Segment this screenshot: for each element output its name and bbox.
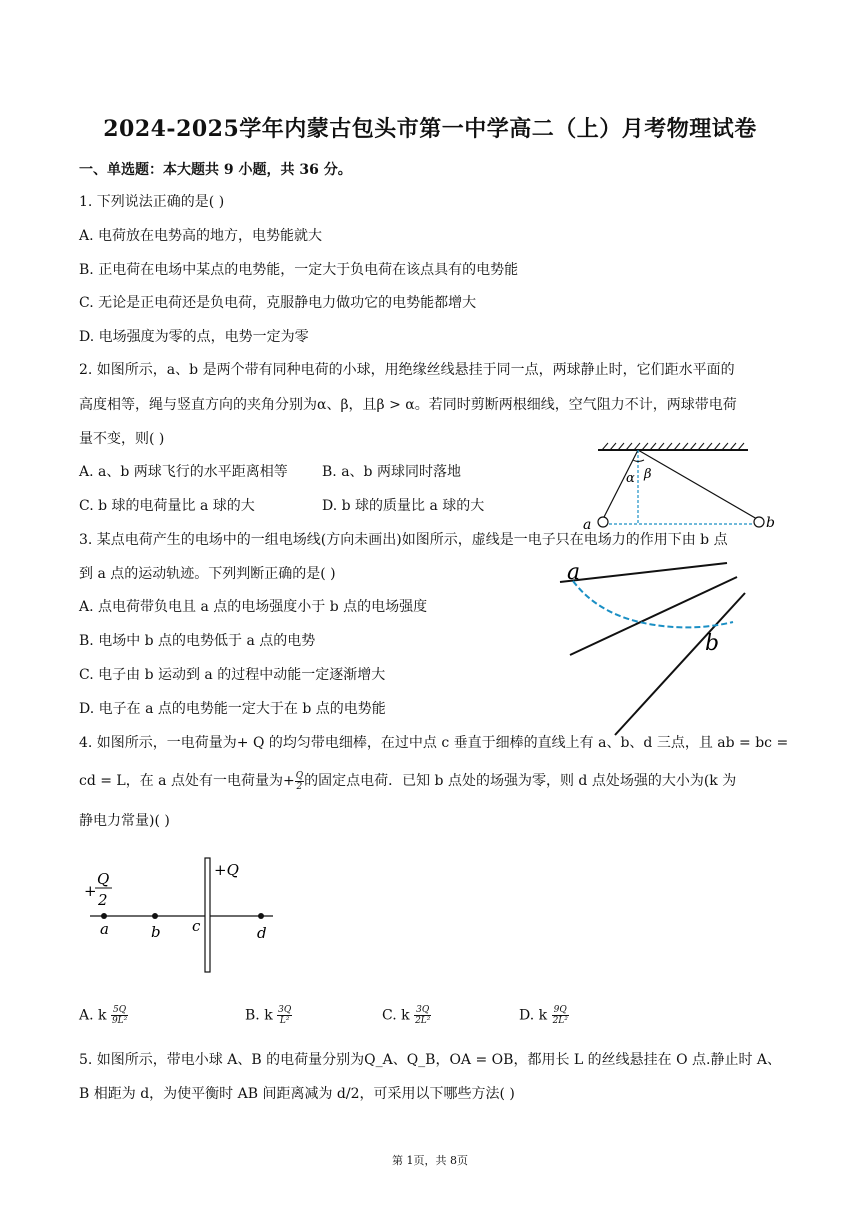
point-a: [101, 913, 107, 919]
option-label: B. k: [245, 1007, 273, 1024]
q4-option-d: [519, 1005, 569, 1026]
q1-option-c: C. 无论是正电荷还是负电荷，克服静电力做功它的电势能都增大: [79, 295, 477, 311]
point-d-label: d: [257, 924, 267, 942]
q1-option-b: B. 正电荷在电场中某点的电势能，一定大于负电荷在该点具有的电势能: [79, 262, 519, 278]
q2-stem-line1: 2. 如图所示，a、b 是两个带有同种电荷的小球，用绝缘丝线悬挂于同一点，两球静止时，它们距水平面的: [79, 362, 735, 378]
q2-stem-line2: 高度相等，绳与竖直方向的夹角分别为α、β，且β > α。若同时剪断两根细线，空气阻力不计，两球带电荷: [79, 397, 737, 413]
ceiling-hatch: [602, 443, 744, 450]
q5-stem-line2: B 相距为 d，为使平衡时 AB 间距离减为 d/2，可采用以下哪些方法( ): [79, 1086, 515, 1102]
point-b-label: b: [705, 631, 720, 656]
fraction-denominator: 2: [296, 781, 303, 792]
q4-charged-rod-figure: [80, 852, 290, 982]
option-label: C. k: [382, 1007, 410, 1024]
q4-option-b: [245, 1005, 292, 1026]
q1-option-d: D. 电场强度为零的点，电势一定为零: [79, 329, 309, 345]
fraction-numerator: Q: [295, 770, 304, 781]
q3-field-lines-figure: [555, 555, 755, 740]
q2-option-a: A. a、b 两球飞行的水平距离相等: [79, 464, 288, 480]
q4-option-a: [79, 1005, 128, 1026]
option-label: D. k: [519, 1007, 548, 1024]
q2-pendulum-figure: [578, 440, 778, 540]
point-charge-den: 2: [98, 891, 108, 909]
field-line-1: [560, 563, 727, 582]
fraction-denominator: L²: [279, 1016, 290, 1026]
page-title: 2024-2025学年内蒙古包头市第一中学高二（上）月考物理试卷: [103, 116, 757, 142]
charged-rod: [205, 858, 210, 972]
section-heading: 一、单选题：本大题共 9 小题，共 36 分。: [79, 162, 352, 178]
option-fraction: [414, 1005, 431, 1026]
point-charge-plus: +: [84, 882, 97, 900]
fraction-denominator: 9L²: [111, 1016, 128, 1026]
q4-option-c: [382, 1005, 431, 1026]
q3-option-b: B. 电场中 b 点的电势低于 a 点的电势: [79, 633, 316, 649]
q1-option-a: A. 电荷放在电势高的地方，电势能就大: [79, 228, 323, 244]
trajectory-dashed-curve: [573, 581, 733, 627]
q5-stem-line1: 5. 如图所示，带电小球 A、B 的电荷量分别为Q_A、Q_B，OA = OB，都用长 L 的丝线悬挂在 O 点.静止时 A、: [79, 1052, 782, 1068]
option-fraction: [111, 1005, 128, 1026]
option-fraction: [277, 1005, 292, 1026]
option-fraction: [552, 1005, 569, 1026]
ball-a-label: a: [583, 517, 592, 533]
point-a-label: a: [567, 560, 581, 585]
ball-b: [754, 517, 764, 527]
q3-option-c: C. 电子由 b 运动到 a 的过程中动能一定逐渐增大: [79, 667, 386, 683]
beta-label: β: [644, 467, 652, 482]
fraction-numerator: 9Q: [552, 1005, 569, 1016]
alpha-label: α: [626, 471, 635, 486]
q3-option-d: D. 电子在 a 点的电势能一定大于在 b 点的电势能: [79, 701, 386, 717]
option-label: A. k: [79, 1007, 107, 1024]
q3-stem-line1: 3. 某点电荷产生的电场中的一组电场线(方向未画出)如图所示，虚线是一电子只在电场力的作用下由 b 点: [79, 532, 728, 548]
q4-half-q-fraction: [295, 771, 304, 792]
point-d: [258, 913, 264, 919]
q2-option-d: D. b 球的质量比 a 球的大: [322, 498, 485, 514]
point-b-label: b: [151, 923, 161, 941]
ball-b-label: b: [766, 515, 775, 531]
q4-stem-line3: 静电力常量)( ): [79, 813, 170, 829]
point-a-label: a: [100, 920, 109, 938]
q4-stem-line2: [79, 770, 736, 792]
q4-stem-line1: 4. 如图所示，一电荷量为+ Q 的均匀带电细棒，在过中点 c 垂直于细棒的直线上有 a、b、d 三点，且 ab = bc =: [79, 735, 789, 751]
q4-stem-line2-start: cd = L，在 a 点处有一电荷量为+: [79, 773, 295, 789]
q2-option-c: C. b 球的电荷量比 a 球的大: [79, 498, 255, 514]
point-b: [152, 913, 158, 919]
q3-option-a: A. 点电荷带负电且 a 点的电场强度小于 b 点的电场强度: [79, 599, 428, 615]
fraction-numerator: 3Q: [414, 1005, 431, 1016]
point-c-label: c: [192, 917, 201, 935]
point-charge-num: Q: [97, 870, 110, 888]
page-footer: 第 1页，共 8页: [392, 1154, 468, 1167]
rod-charge-label: +Q: [214, 861, 239, 879]
q2-option-b: B. a、b 两球同时落地: [322, 464, 461, 480]
fraction-numerator: 3Q: [278, 1005, 292, 1015]
fraction-denominator: 2L²: [552, 1016, 568, 1026]
q4-stem-line2-end: 的固定点电荷．已知 b 点处的场强为零，则 d 点处场强的大小为(k 为: [304, 773, 737, 789]
thread-b: [638, 450, 757, 519]
fraction-denominator: 2L²: [415, 1016, 431, 1026]
field-line-3: [615, 593, 745, 735]
q1-stem: 1. 下列说法正确的是( ): [79, 194, 225, 210]
fraction-numerator: 5Q: [111, 1005, 128, 1016]
q2-stem-line3: 量不变，则( ): [79, 431, 165, 447]
q3-stem-line2: 到 a 点的运动轨迹。下列判断正确的是( ): [79, 566, 336, 582]
ball-a: [598, 517, 608, 527]
